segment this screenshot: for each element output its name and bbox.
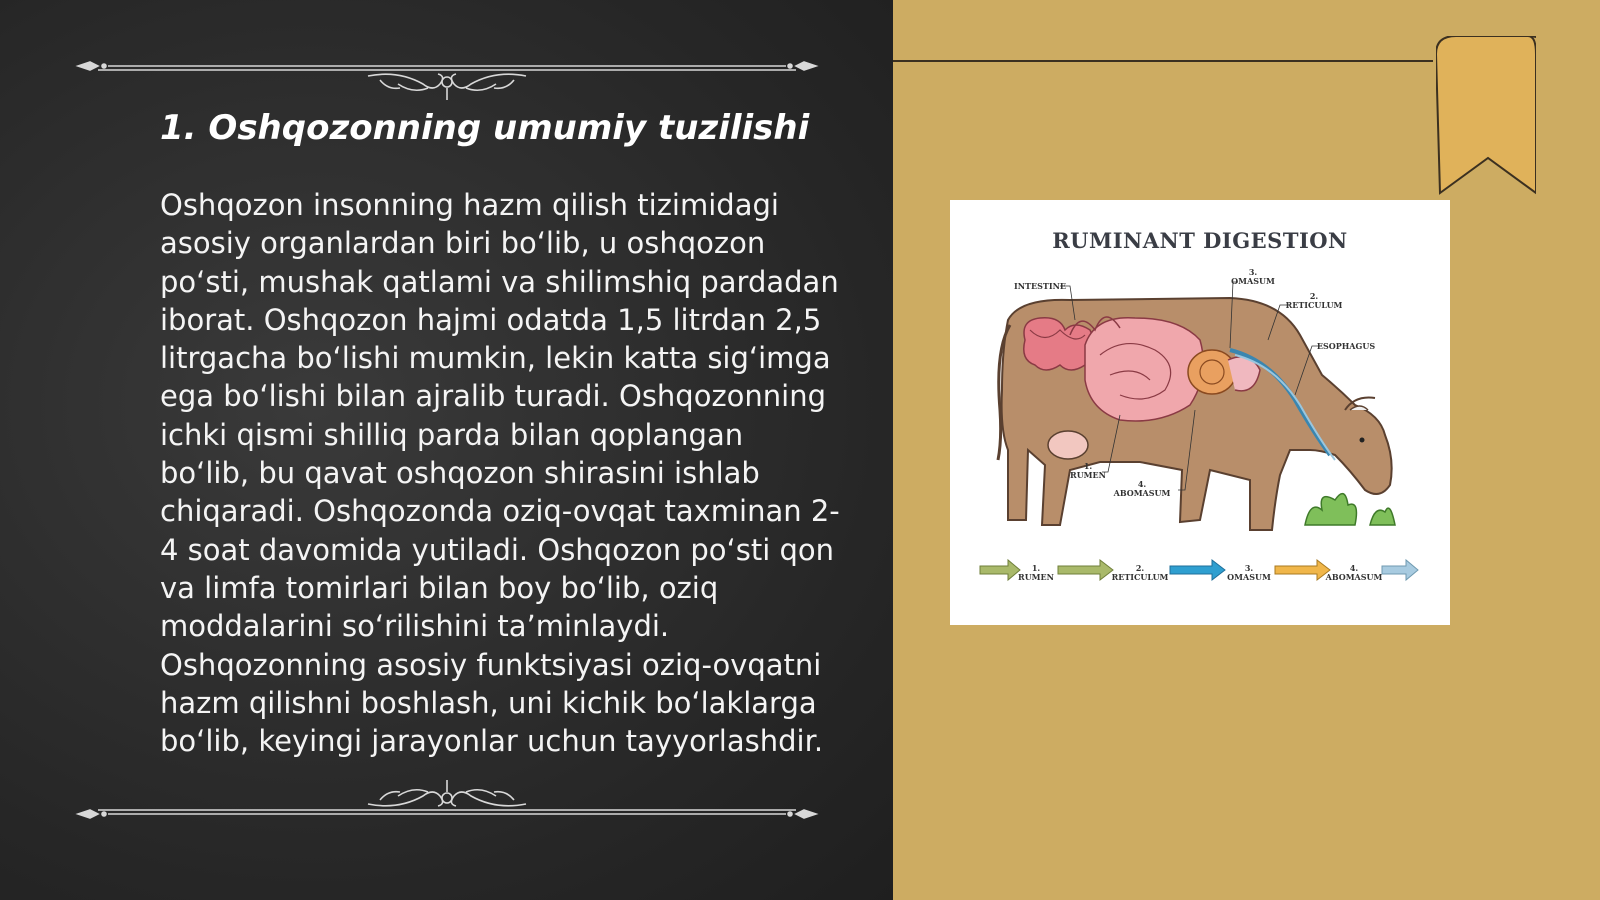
label-esophagus: ESOPHAGUS (1316, 341, 1376, 351)
cow-digestion-illustration (950, 200, 1450, 625)
step-label-abomasum: 4. ABOMASUM (1325, 563, 1383, 582)
step-label-rumen: 1. RUMEN (1018, 563, 1054, 582)
top-ornament-divider (68, 44, 826, 104)
decorative-line (893, 60, 1433, 62)
slide-body-text: Oshqozon insonning hazm qilish tizimidagi asosiy organlardan biri boʻlib, u oshqozon poʻsti, mushak qatlami va shilimshiq pardadan iborat. Oshqozon hajmi odatda 1,5 litrdan 2,5 litrgacha boʻlishi mumkin, lekin katta sigʻimga ega boʻlishi bilan ajralib turadi. Oshqozonning ichki qismi shilliq parda bilan qoplangan boʻlib, bu qavat oshqozon shirasini ishlab chiqaradi. Oshqozonda oziq-ovqat taxminan 2-4 soat davomida yutiladi. Oshqozon poʻsti qon va limfa tomirlari bilan boy boʻlib, oziq moddalarini soʻrilishini taʼminlaydi. Oshqozonning asosiy funktsiyasi oziq-ovqatni hazm qilishni boshlash, uni kichik boʻlaklarga boʻlib, keyingi jarayonlar uchun tayyorlashdir. (160, 188, 840, 759)
label-rumen: 1. RUMEN (1070, 461, 1106, 480)
label-reticulum: 2. RETICULUM (1285, 291, 1343, 310)
step-label-omasum: 3. OMASUM (1227, 563, 1271, 582)
slide-title: 1. Oshqozonning umumiy tuzilishi (160, 108, 810, 148)
label-omasum: 3. OMASUM (1231, 267, 1275, 286)
step-label-reticulum: 2. RETICULUM (1111, 563, 1169, 582)
ruminant-digestion-figure (950, 200, 1450, 625)
label-intestine: INTESTINE (1014, 281, 1066, 291)
bookmark-ribbon-icon (1436, 36, 1536, 196)
bottom-ornament-divider (68, 776, 826, 836)
label-abomasum: 4. ABOMASUM (1113, 479, 1171, 498)
figure-title: RUMINANT DIGESTION (1052, 228, 1348, 253)
